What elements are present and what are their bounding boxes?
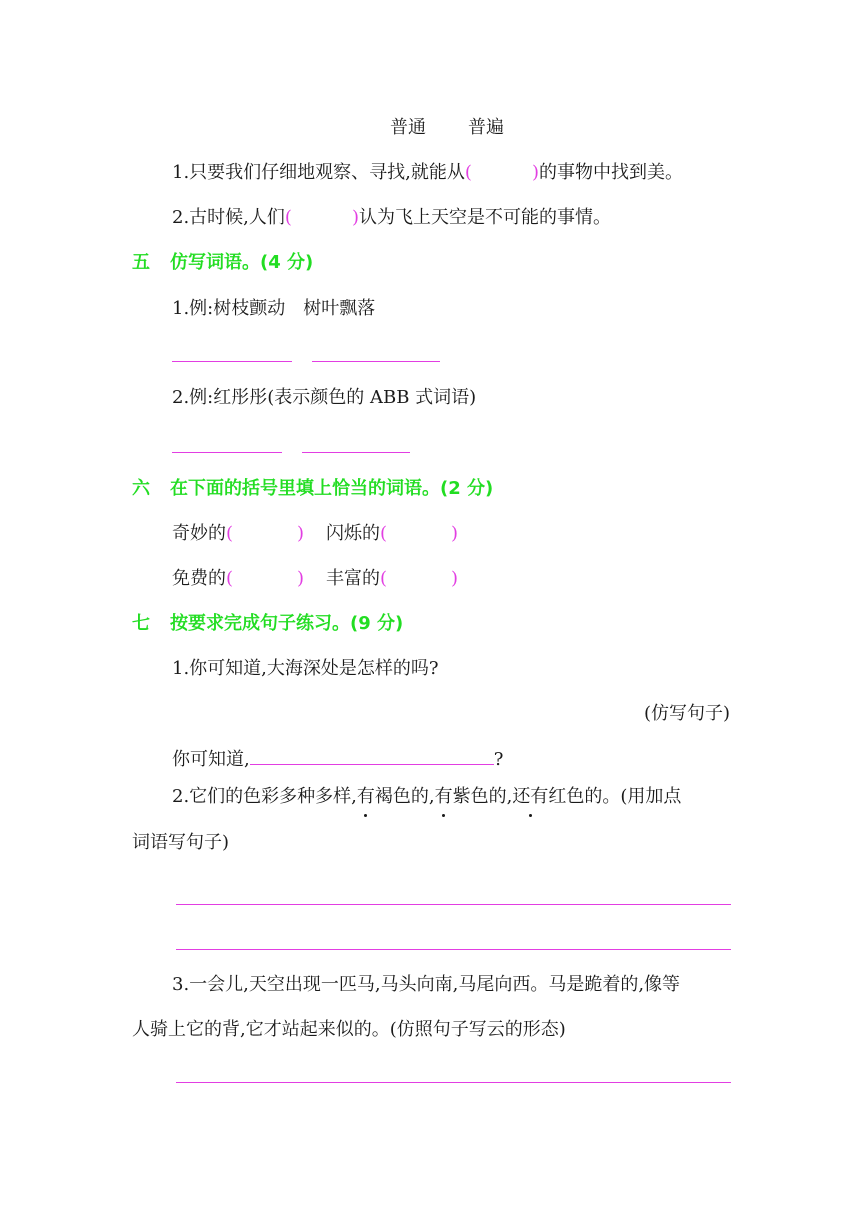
word-2: 普遍 xyxy=(468,117,504,138)
answer-line[interactable] xyxy=(176,949,731,950)
s7-question-3-line-2: 人骑上它的背,它才站起来似的。(仿照句子写云的形态) xyxy=(132,1019,566,1040)
s6-item xyxy=(172,522,304,546)
dotted-word: 有 xyxy=(434,786,453,807)
item-label: 闪烁的 xyxy=(326,523,380,544)
dotted-word: 有 xyxy=(356,786,375,807)
answer-line[interactable] xyxy=(176,1082,731,1083)
blank-close-paren: ) xyxy=(351,207,359,228)
s7-question-1: 1.你可知道,大海深处是怎样的吗? xyxy=(172,658,439,679)
s6-item xyxy=(172,567,304,591)
blank-close-paren: ) xyxy=(297,523,305,544)
s7-q1-hint: (仿写句子) xyxy=(643,703,730,724)
answer-line[interactable] xyxy=(250,746,494,765)
word-pair xyxy=(390,116,504,140)
question-text: 1.只要我们仔细地观察、寻找,就能从 xyxy=(172,162,465,183)
question-text: 紫色的, xyxy=(452,786,513,807)
question-text: 红色的。(用加点 xyxy=(548,786,682,807)
s5-question-1: 1.例:树枝颤动 树叶飘落 xyxy=(172,298,376,319)
section-title: 在下面的括号里填上恰当的词语。(2 分) xyxy=(170,478,494,499)
item-label: 奇妙的 xyxy=(172,523,226,544)
dotted-word: 还有 xyxy=(512,786,549,807)
blank-close-paren: ) xyxy=(297,568,305,589)
s7-question-3: 3.一会儿,天空出现一匹马,马头向南,马尾向西。马是跪着的,像等 xyxy=(172,974,681,995)
section-title: 按要求完成句子练习。(9 分) xyxy=(170,613,404,634)
s6-item xyxy=(326,567,458,591)
blank-open-paren: ( xyxy=(380,568,388,589)
blank-close-paren: ) xyxy=(451,568,459,589)
answer-line[interactable] xyxy=(176,904,731,905)
answer-line[interactable] xyxy=(302,452,410,453)
answer-line[interactable] xyxy=(172,361,292,362)
item-label: 丰富的 xyxy=(326,568,380,589)
blank-open-paren: ( xyxy=(464,162,472,183)
section-number: 七 xyxy=(132,613,150,634)
question-text: 2.它们的色彩多种多样, xyxy=(172,786,357,807)
blank-close-paren: ) xyxy=(451,523,459,544)
s7-question-2-line-2: 词语写句子) xyxy=(132,832,230,853)
fill-question-1 xyxy=(172,161,683,185)
question-text: 的事物中找到美。 xyxy=(538,162,683,183)
question-text: 2.古时候,人们 xyxy=(172,207,285,228)
fill-question-2 xyxy=(172,206,611,230)
blank-close-paren: ) xyxy=(531,162,539,183)
answer-lead: 你可知道, xyxy=(172,749,250,770)
question-text: 认为飞上天空是不可能的事情。 xyxy=(358,207,611,228)
blank-open-paren: ( xyxy=(380,523,388,544)
blank-open-paren: ( xyxy=(226,523,234,544)
section-7-heading xyxy=(132,612,403,636)
answer-line[interactable] xyxy=(172,452,282,453)
section-title: 仿写词语。(4 分) xyxy=(170,252,314,273)
section-number: 六 xyxy=(132,478,150,499)
section-5-heading xyxy=(132,251,313,275)
answer-end: ? xyxy=(493,749,504,770)
s6-item xyxy=(326,522,458,546)
section-number: 五 xyxy=(132,252,150,273)
s7-q1-answer xyxy=(172,746,503,772)
answer-line[interactable] xyxy=(312,361,440,362)
item-label: 免费的 xyxy=(172,568,226,589)
s5-question-2: 2.例:红彤彤(表示颜色的 ABB 式词语) xyxy=(172,387,477,408)
section-6-heading xyxy=(132,477,493,501)
blank-open-paren: ( xyxy=(284,207,292,228)
word-1: 普通 xyxy=(390,117,426,138)
s7-question-2 xyxy=(172,785,681,809)
question-text: 褐色的, xyxy=(374,786,435,807)
blank-open-paren: ( xyxy=(226,568,234,589)
